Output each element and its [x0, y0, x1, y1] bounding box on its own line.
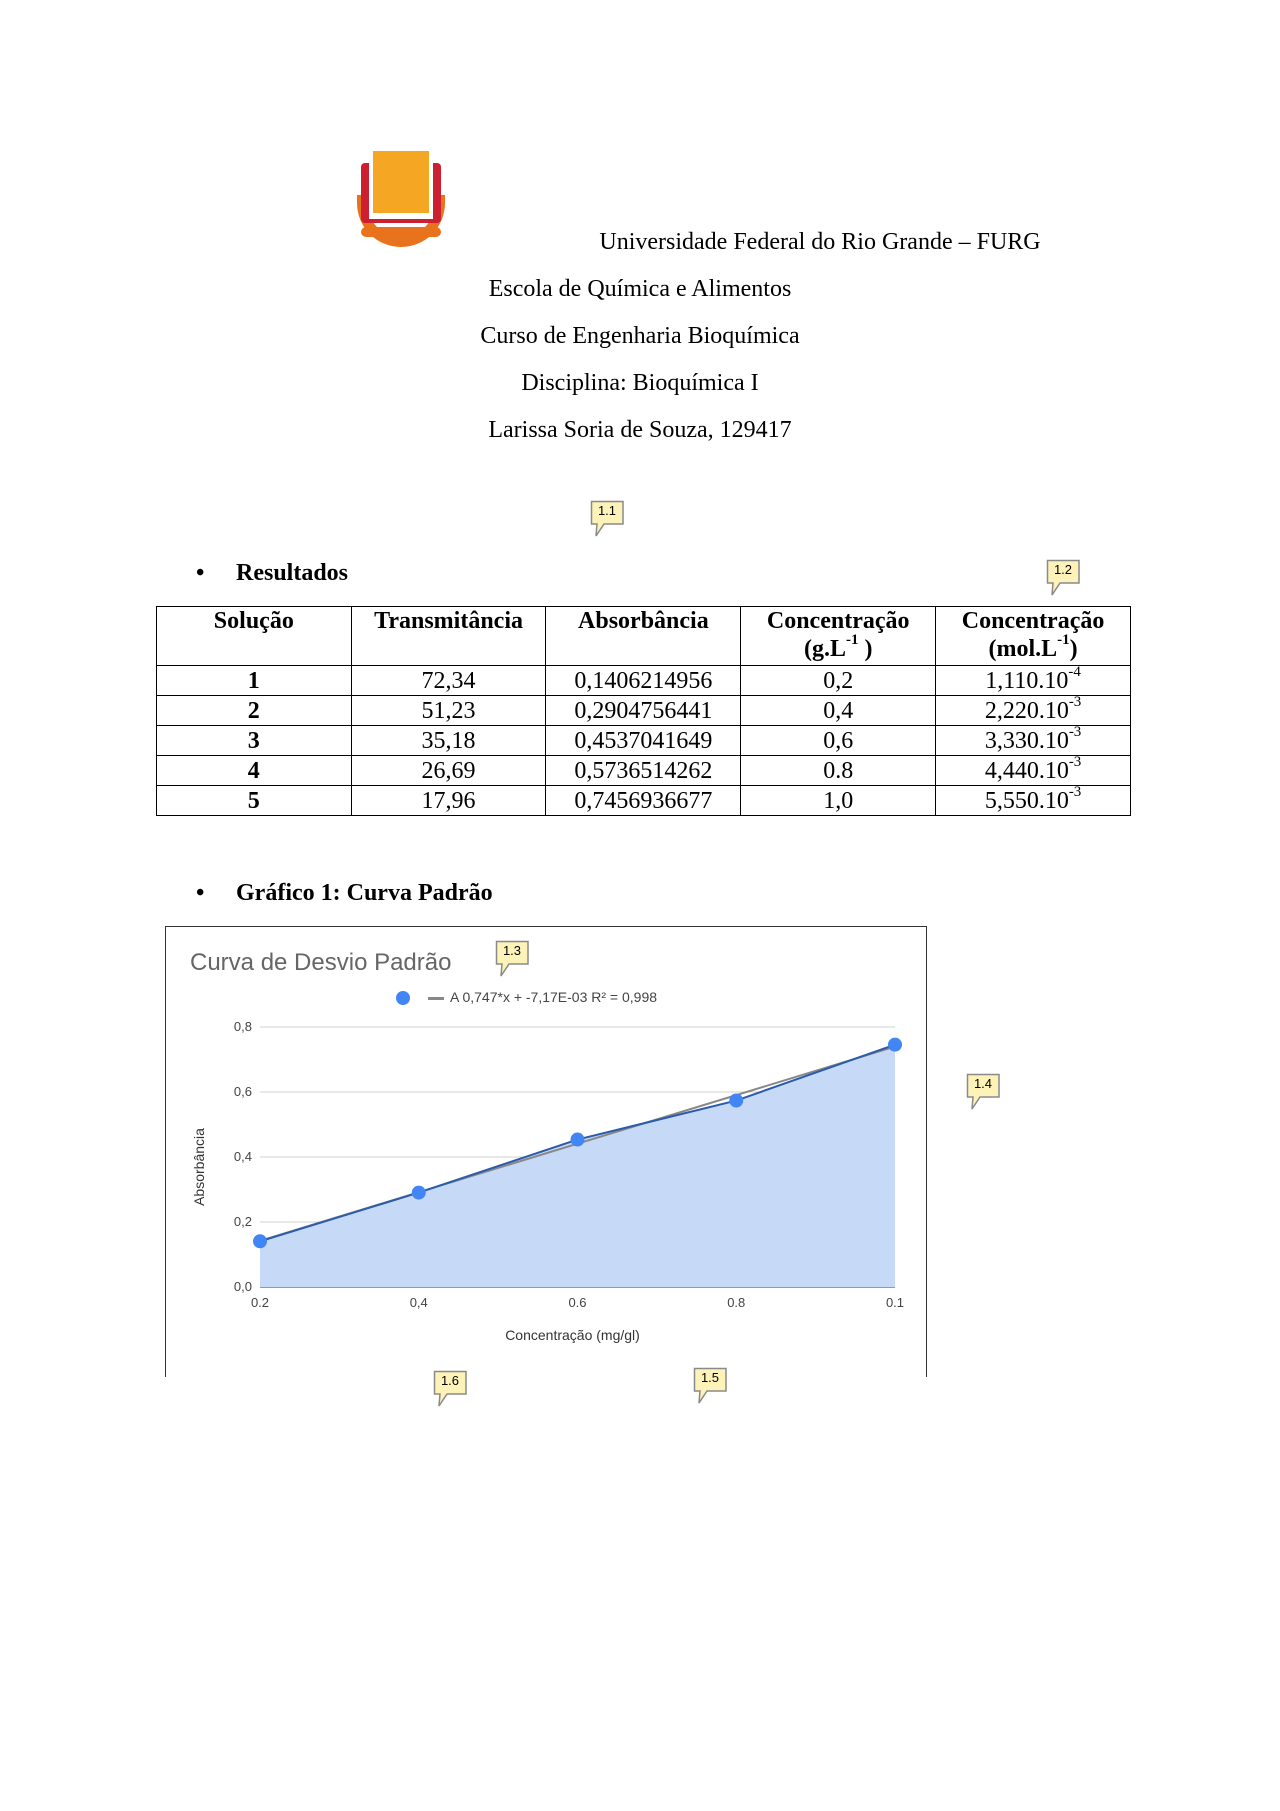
x-tick-label: 0.8 — [727, 1295, 746, 1310]
cell-absorbance: 0,4537041649 — [546, 726, 741, 756]
cell-conc-g: 0,6 — [741, 726, 936, 756]
x-axis-label: Concentração (mg/gl) — [505, 1327, 640, 1343]
cell-conc-mol: $2,220.10^{-3}$ — [936, 696, 1131, 726]
header-conc-mol: Concentração $(mol.L^{-1})$ — [936, 607, 1131, 666]
cell-conc-mol: $3,330.10^{-3}$ — [936, 726, 1131, 756]
cell-conc-mol: $4,440.10^{-3}$ — [936, 756, 1131, 786]
table-row — [157, 696, 1131, 726]
x-tick-label: 0.2 — [250, 1295, 270, 1310]
cell-transmittance: 72,34 — [351, 666, 546, 696]
cell-absorbance: 0,7456936677 — [546, 786, 741, 816]
school-name: Escola de Química e Alimentos — [488, 276, 792, 302]
table-row — [157, 726, 1131, 756]
comment-note[interactable] — [433, 1370, 467, 1408]
data-point — [888, 1038, 902, 1052]
university-name: Universidade Federal do Rio Grande – FURG — [599, 229, 1041, 255]
cell-conc-g: 0,2 — [741, 666, 936, 696]
legend-label: A 0,747*x + -7,17E-03 R² = 0,998 — [450, 989, 658, 1005]
table-row — [157, 666, 1131, 696]
data-point — [253, 1234, 267, 1248]
comment-note[interactable] — [495, 940, 529, 978]
note-label: 1.3 — [502, 943, 522, 958]
course-name: Curso de Engenharia Bioquímica — [480, 323, 800, 349]
table-row — [157, 786, 1131, 816]
series-area — [260, 1045, 895, 1287]
cell-transmittance: 51,23 — [351, 696, 546, 726]
cell-transmittance: 17,96 — [351, 786, 546, 816]
header-conc-g: Concentração ($g.L^{-1}$ ) — [741, 607, 936, 666]
discipline-name: Disciplina: Bioquímica I — [521, 370, 759, 396]
note-label: 1.6 — [440, 1373, 460, 1388]
note-label: 1.2 — [1053, 562, 1073, 577]
x-tick-label: 0.1 — [885, 1295, 905, 1310]
x-tick-label: 0,4 — [409, 1295, 428, 1310]
y-tick-label: 0,4 — [233, 1149, 252, 1164]
note-label: 1.4 — [973, 1076, 993, 1091]
data-point — [571, 1133, 585, 1147]
cell-solution: 2 — [157, 696, 352, 726]
author-name: Larissa Soria de Souza, 129417 — [488, 417, 792, 443]
cell-conc-mol: $5,550.10^{-3}$ — [936, 786, 1131, 816]
y-tick-label: 0,0 — [233, 1279, 252, 1294]
table-row — [157, 756, 1131, 786]
cell-solution: 5 — [157, 786, 352, 816]
header-solution: Solução — [157, 607, 352, 666]
header-transmittance: Transmitância — [351, 607, 546, 666]
cell-absorbance: 0,2904756441 — [546, 696, 741, 726]
chart-heading: • Gráfico 1: Curva Padrão — [196, 880, 493, 906]
cell-transmittance: 35,18 — [351, 726, 546, 756]
x-tick-label: 0.6 — [568, 1295, 587, 1310]
cell-transmittance: 26,69 — [351, 756, 546, 786]
standard-curve-chart — [165, 926, 927, 1377]
header-absorbance: Absorbância — [546, 607, 741, 666]
y-tick-label: 0,2 — [233, 1214, 252, 1229]
comment-note[interactable] — [1046, 559, 1080, 597]
bullet-icon: • — [196, 560, 205, 586]
cell-conc-g: 1,0 — [741, 786, 936, 816]
results-table — [156, 606, 1131, 816]
results-heading: • Resultados — [196, 560, 349, 586]
bullet-icon: • — [196, 880, 205, 906]
y-tick-label: 0,8 — [233, 1019, 252, 1034]
note-label: 1.1 — [597, 503, 617, 518]
cell-absorbance: 0,1406214956 — [546, 666, 741, 696]
comment-note[interactable] — [590, 500, 624, 538]
cell-conc-mol: $1,110.10^{-4}$ — [936, 666, 1131, 696]
data-point — [729, 1094, 743, 1108]
y-tick-label: 0,6 — [233, 1084, 252, 1099]
data-point — [412, 1186, 426, 1200]
note-label: 1.5 — [700, 1370, 720, 1385]
cell-absorbance: 0,5736514262 — [546, 756, 741, 786]
comment-note[interactable] — [966, 1073, 1000, 1111]
cell-solution: 3 — [157, 726, 352, 756]
cell-conc-g: 0,4 — [741, 696, 936, 726]
cell-solution: 1 — [157, 666, 352, 696]
cell-solution: 4 — [157, 756, 352, 786]
chart-title: Curva de Desvio Padrão — [190, 949, 452, 976]
y-axis-label: Absorbância — [191, 1128, 207, 1206]
cell-conc-g: 0.8 — [741, 756, 936, 786]
comment-note[interactable] — [693, 1367, 727, 1405]
chart-plot — [166, 927, 926, 1377]
table-header-row — [157, 607, 1131, 666]
